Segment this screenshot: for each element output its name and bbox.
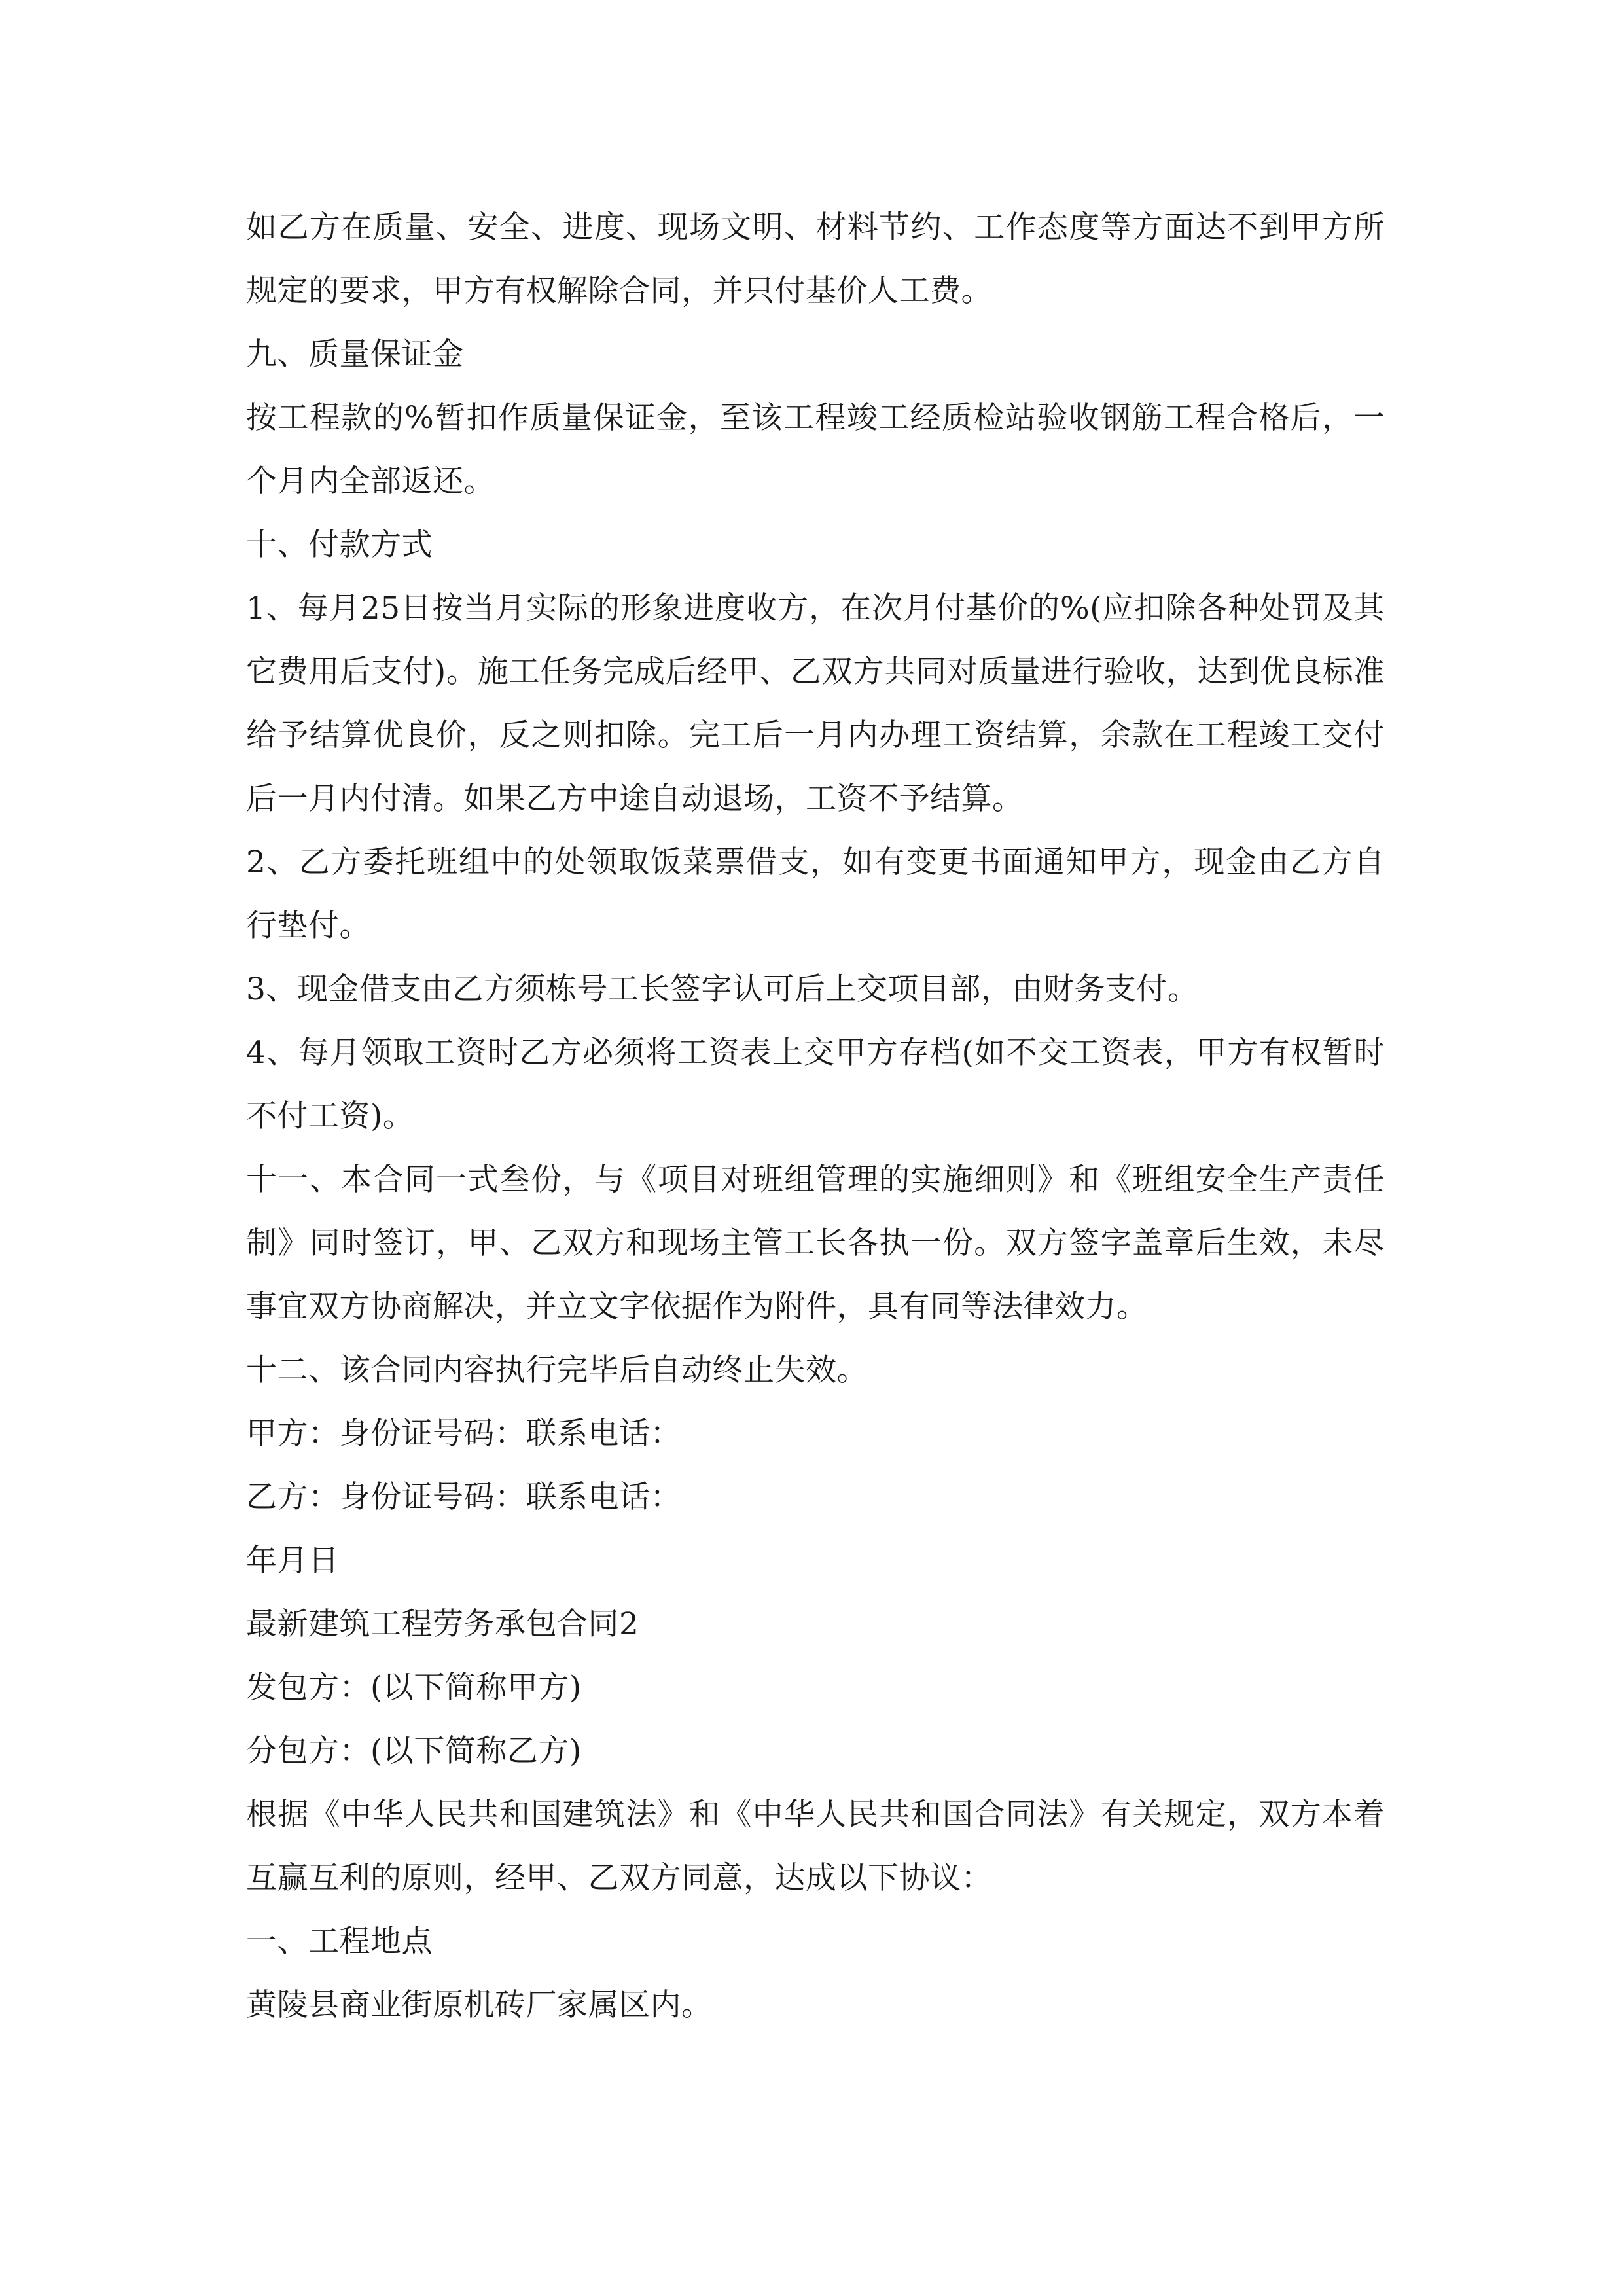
paragraph-payment-1: 1、每月25日按当月实际的形象进度收方，在次月付基价的%(应扣除各种处罚及其它费用后支付)。施工任务完成后经甲、乙双方共同对质量进行验收，达到优良标准给予结算优良价，反之则扣除。完工后一月内办理工资结算，余款在工程竣工交付后一月内付清。如果乙方中途自动退场，工资不予结算。 [246, 590, 1385, 817]
contract-2-title: 最新建筑工程劳务承包合同2 [246, 1606, 639, 1642]
paragraph-payment-4: 4、每月领取工资时乙方必须将工资表上交甲方存档(如不交工资表，甲方有权暂时不付工资)。 [246, 1035, 1385, 1134]
contract-2-contractor: 发包方：(以下简称甲方) [246, 1670, 582, 1706]
heading-quality-deposit: 九、质量保证金 [246, 336, 464, 372]
paragraph-copies-clause: 十一、本合同一式叁份，与《项目对班组管理的实施细则》和《班组安全生产责任制》同时签订，甲、乙双方和现场主管工长各执一份。双方签字盖章后生效，未尽事宜双方协商解决，并立文字依据作为附件，具有同等法律效力。 [246, 1162, 1385, 1325]
signature-date: 年月日 [246, 1543, 340, 1579]
paragraph-quality-requirement: 如乙方在质量、安全、进度、现场文明、材料节约、工作态度等方面达不到甲方所规定的要求，甲方有权解除合同，并只付基价人工费。 [246, 209, 1385, 309]
paragraph-payment-3: 3、现金借支由乙方须栋号工长签字认可后上交项目部，由财务支付。 [246, 971, 1199, 1007]
contract-2-location: 黄陵县商业街原机砖厂家属区内。 [246, 1987, 713, 2023]
contract-2-legal-basis: 根据《中华人民共和国建筑法》和《中华人民共和国合同法》有关规定，双方本着互赢互利的原则，经甲、乙双方同意，达成以下协议： [246, 1797, 1385, 1896]
contract-2-subcontractor: 分包方：(以下简称乙方) [246, 1733, 582, 1769]
signature-party-a: 甲方：身份证号码：联系电话： [246, 1416, 681, 1452]
paragraph-termination: 十二、该合同内容执行完毕后自动终止失效。 [246, 1352, 868, 1388]
paragraph-quality-deposit: 按工程款的%暂扣作质量保证金，至该工程竣工经质检站验收钢筋工程合格后，一个月内全部返还。 [246, 400, 1385, 499]
paragraph-payment-2: 2、乙方委托班组中的处领取饭菜票借支，如有变更书面通知甲方，现金由乙方自行垫付。 [246, 844, 1385, 944]
signature-party-b: 乙方：身份证号码：联系电话： [246, 1479, 681, 1515]
document-body [246, 196, 1385, 2037]
heading-payment-method: 十、付款方式 [246, 527, 433, 563]
contract-2-heading-location: 一、工程地点 [246, 1924, 433, 1960]
